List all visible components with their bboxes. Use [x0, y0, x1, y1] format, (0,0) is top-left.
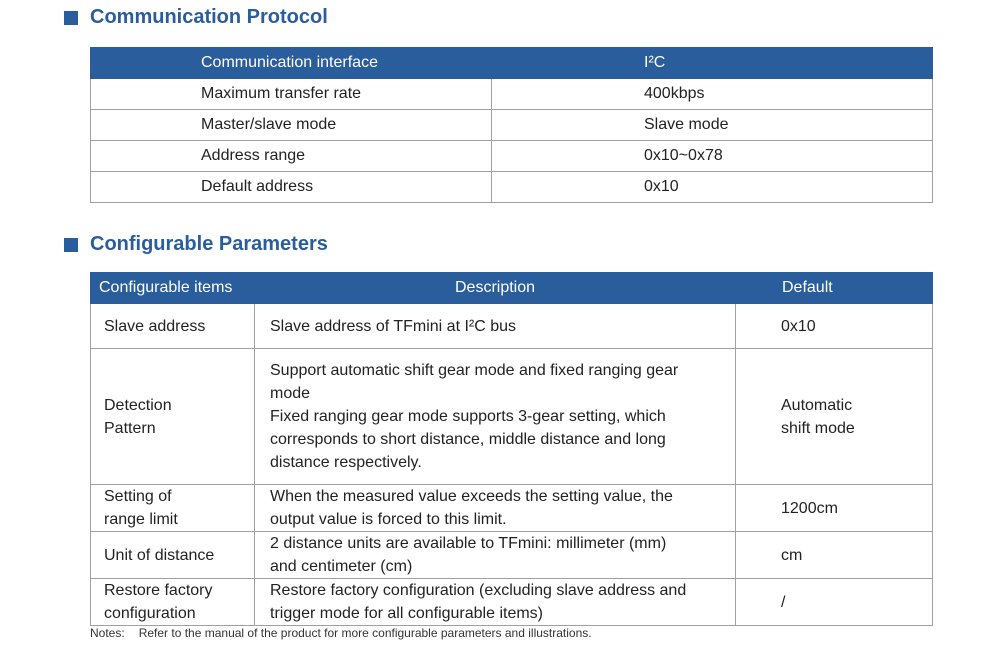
communication-protocol-table [90, 47, 933, 203]
header-cell-description: Description [255, 273, 736, 304]
section-title-communication [64, 6, 328, 29]
table-row [91, 110, 933, 141]
cell-line: Restore factory configuration (excluding slave address and [270, 582, 687, 599]
cell-line: corresponds to short distance, middle distance and long [270, 431, 666, 448]
cell-line: When the measured value exceeds the setting value, the [270, 488, 673, 505]
cell-line: Fixed ranging gear mode supports 3-gear setting, which [270, 408, 666, 425]
header-cell: I²C [492, 48, 933, 79]
default-cell [736, 485, 933, 532]
item-cell [91, 485, 255, 532]
item-cell [91, 304, 255, 349]
default-cell [736, 579, 933, 626]
table-row [91, 304, 933, 349]
table-cell: 400kbps [492, 79, 933, 110]
table-row [91, 172, 933, 203]
cell-line: Slave address [104, 317, 206, 335]
cell-line: Pattern [104, 419, 156, 437]
configurable-parameters-table [90, 272, 933, 626]
table-cell: Master/slave mode [91, 110, 492, 141]
description-cell [255, 485, 736, 532]
bullet-square-icon [64, 11, 78, 25]
cell-line: Support automatic shift gear mode and fixed ranging gear [270, 362, 679, 379]
header-cell: Communication interface [91, 48, 492, 79]
section-title-text: Configurable Parameters [90, 233, 328, 255]
description-cell [255, 304, 736, 349]
table-row [91, 579, 933, 626]
table-cell: 0x10~0x78 [492, 141, 933, 172]
cell-line: shift mode [781, 419, 855, 437]
item-cell [91, 349, 255, 485]
cell-line: 2 distance units are available to TFmini: millimeter (mm) [270, 535, 667, 552]
table-row [91, 141, 933, 172]
cell-line: output value is forced to this limit. [270, 511, 507, 528]
header-cell-default: Default [736, 273, 933, 304]
description-cell [255, 579, 736, 626]
table-cell: Maximum transfer rate [91, 79, 492, 110]
cell-line: range limit [104, 511, 178, 528]
cell-line: Slave address of TFmini at I²C bus [270, 318, 517, 335]
cell-line: / [781, 593, 786, 611]
cell-line: Setting of [104, 488, 172, 505]
cell-line: Restore factory [104, 582, 213, 599]
default-cell [736, 349, 933, 485]
cell-line: Automatic [781, 396, 853, 414]
table-cell: 0x10 [492, 172, 933, 203]
table-header-row [91, 273, 933, 304]
table-cell: Slave mode [492, 110, 933, 141]
header-cell-items: Configurable items [91, 273, 255, 304]
bullet-square-icon [64, 238, 78, 252]
table-header-row [91, 48, 933, 79]
cell-line: cm [781, 546, 803, 564]
default-cell [736, 304, 933, 349]
description-cell [255, 349, 736, 485]
table-row [91, 349, 933, 485]
item-cell [91, 532, 255, 579]
table-row [91, 79, 933, 110]
notes [90, 626, 592, 640]
item-cell [91, 579, 255, 626]
cell-line: configuration [104, 605, 196, 622]
cell-line: and centimeter (cm) [270, 558, 413, 575]
cell-line: mode [270, 385, 311, 402]
cell-line: 1200cm [781, 499, 838, 517]
table-row [91, 485, 933, 532]
table-cell: Default address [91, 172, 492, 203]
description-cell [255, 532, 736, 579]
cell-line: Unit of distance [104, 546, 215, 564]
table-row [91, 532, 933, 579]
cell-line: Detection [104, 396, 172, 414]
cell-line: distance respectively. [270, 454, 422, 471]
notes-text: Refer to the manual of the product for more configurable parameters and illustrations. [138, 626, 592, 640]
cell-line: 0x10 [781, 317, 816, 335]
section-title-text: Communication Protocol [90, 6, 328, 28]
default-cell [736, 532, 933, 579]
table-cell: Address range [91, 141, 492, 172]
section-title-configurable [64, 233, 328, 256]
notes-label: Notes: [90, 626, 125, 640]
cell-line: trigger mode for all configurable items) [270, 605, 544, 622]
